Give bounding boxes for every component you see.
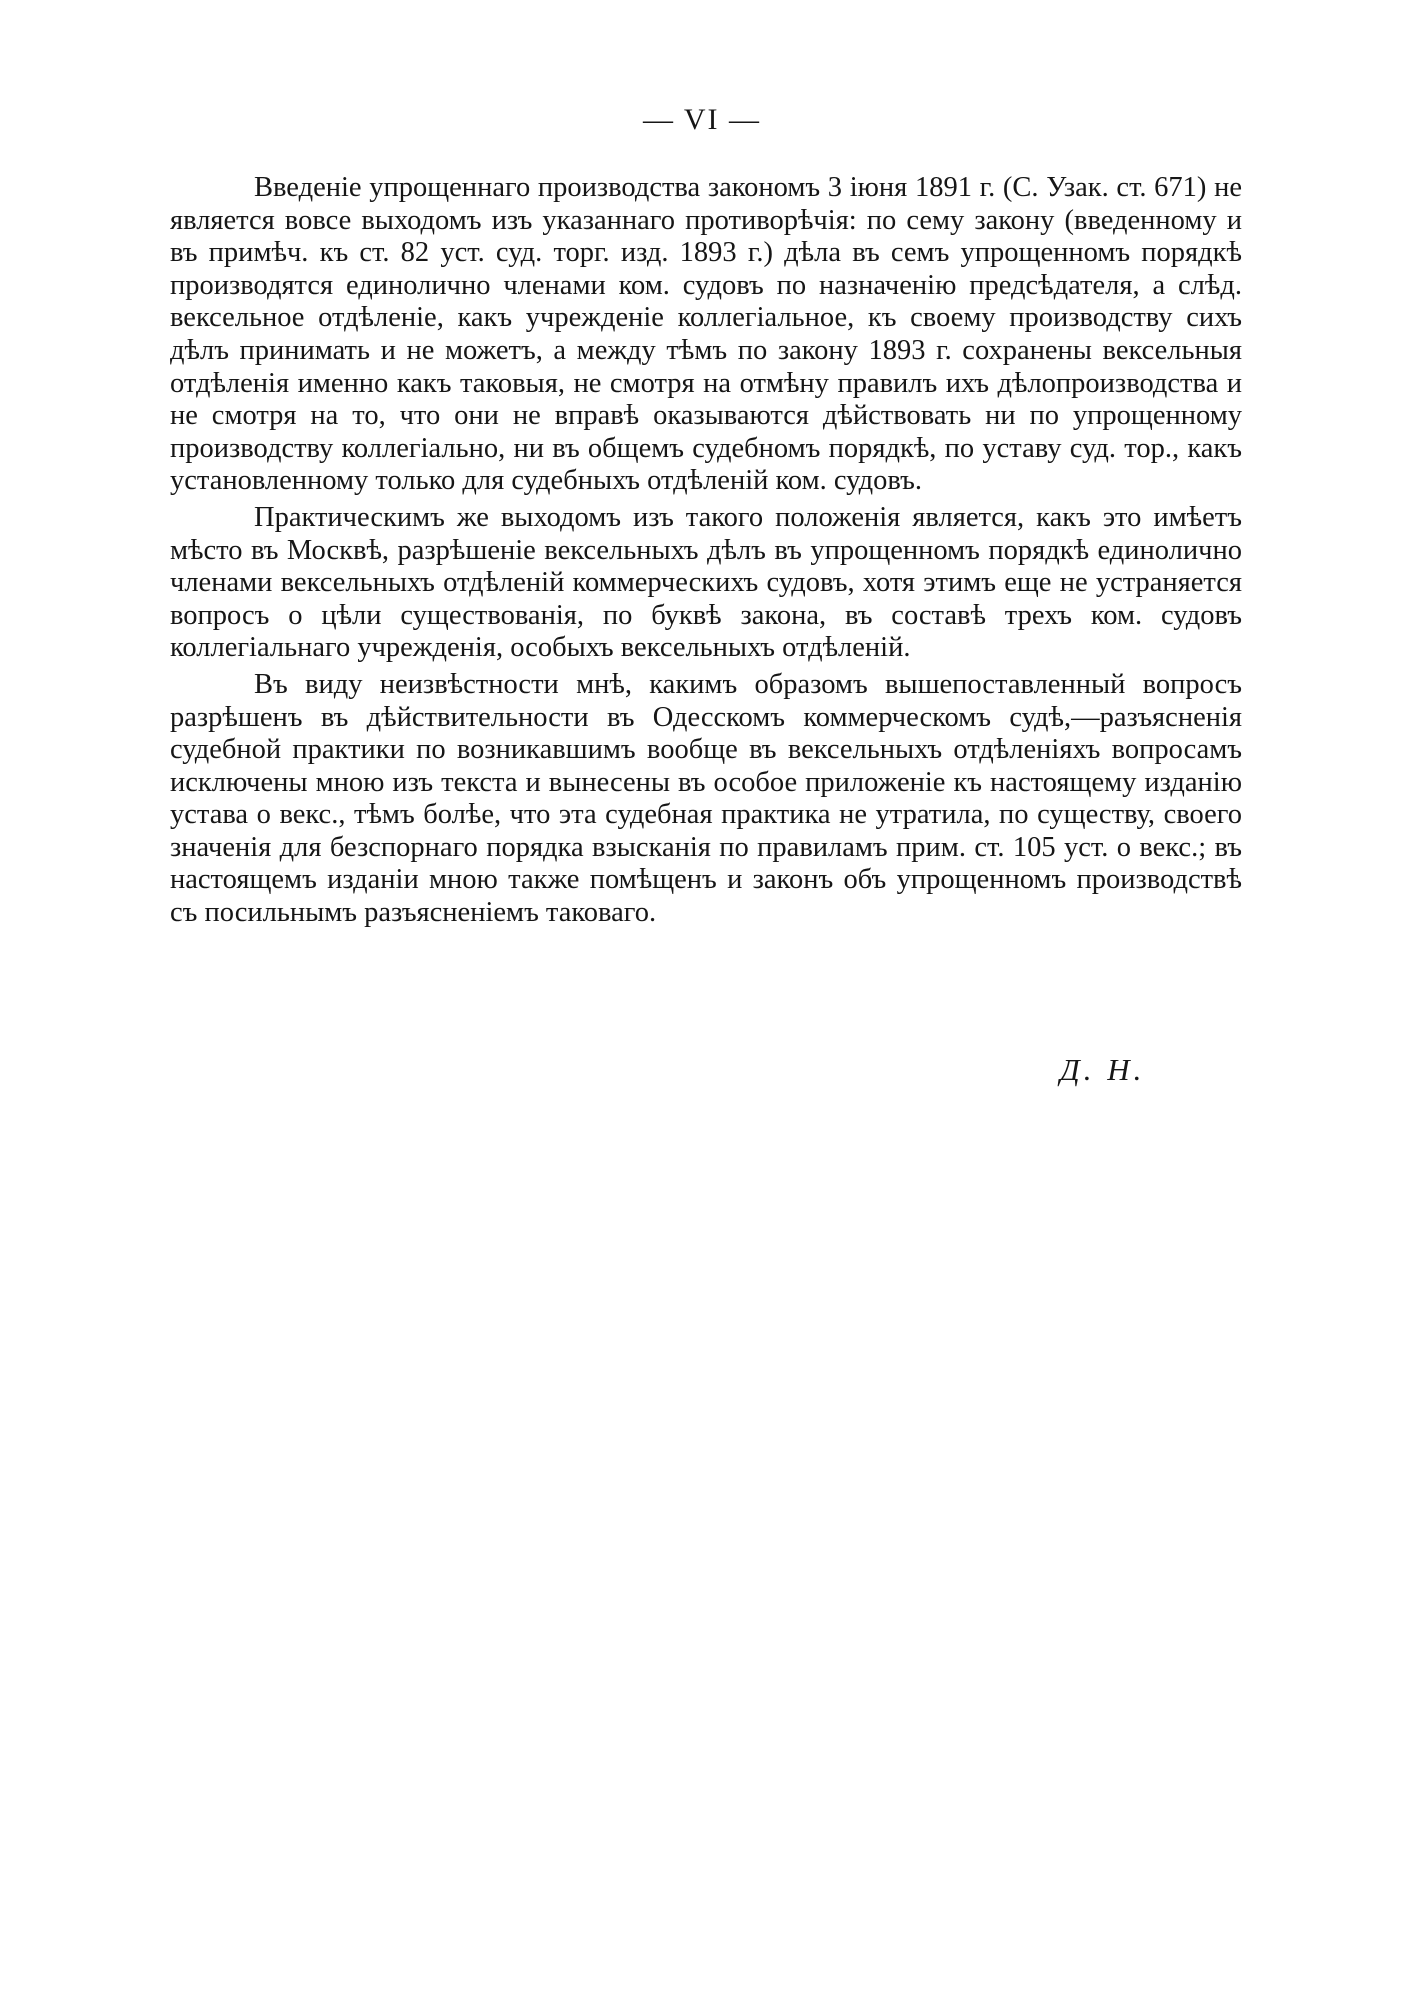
author-initials: Д. Н. <box>1060 1052 1146 1087</box>
paragraph-2: Практическимъ же выходомъ изъ такого положенія является, какъ это имѣетъ мѣсто въ Москвѣ, разрѣшеніе вексельныхъ дѣлъ въ упрощенномъ порядкѣ единолично членами вексельныхъ отдѣленій коммерческихъ судовъ, хотя этимъ еще не устраняется вопросъ о цѣли существованія, по буквѣ закона, въ составѣ трехъ ком. судовъ коллегіальнаго учрежденія, особыхъ вексельныхъ отдѣленій. <box>170 501 1242 664</box>
page-number: — VI — <box>642 103 762 136</box>
body-text <box>170 172 1242 930</box>
paragraph-3: Въ виду неизвѣстности мнѣ, какимъ образомъ вышепоставленный вопросъ разрѣшенъ въ дѣйствительности въ Одесскомъ коммерческомъ судѣ,—разъясненія судебной практики по возникавшимъ вообще въ вексельныхъ отдѣленіяхъ вопросамъ исключены мною изъ текста и вынесены въ особое приложеніе къ настоящему изданію устава о векс., тѣмъ болѣе, что эта судебная практика не утратила, по существу, своего значенія для безспорнаго порядка взысканія по правиламъ прим. ст. 105 уст. о векс.; въ настоящемъ изданіи мною также помѣщенъ и законъ объ упрощенномъ производствѣ съ посильнымъ разъясненіемъ таковаго. <box>170 668 1242 929</box>
paragraph-1: Введеніе упрощеннаго производства закономъ 3 іюня 1891 г. (С. Узак. ст. 671) не является вовсе выходомъ изъ указаннаго противорѣчія: по сему закону (введенному и въ примѣч. къ ст. 82 уст. суд. торг. изд. 1893 г.) дѣла въ семъ упрощенномъ порядкѣ производятся единолично членами ком. судовъ по назначенію предсѣдателя, а слѣд. вексельное отдѣленіе, какъ учрежденіе коллегіальное, къ своему производству сихъ дѣлъ принимать и не можетъ, а между тѣмъ по закону 1893 г. сохранены вексельныя отдѣленія именно какъ таковыя, не смотря на отмѣну правилъ ихъ дѣлопроизводства и не смотря на то, что они не вправѣ оказываются дѣйствовать ни по упрощенному производству коллегіально, ни въ общемъ судебномъ порядкѣ, по уставу суд. тор., какъ установленному только для судебныхъ отдѣленій ком. судовъ. <box>170 172 1242 497</box>
